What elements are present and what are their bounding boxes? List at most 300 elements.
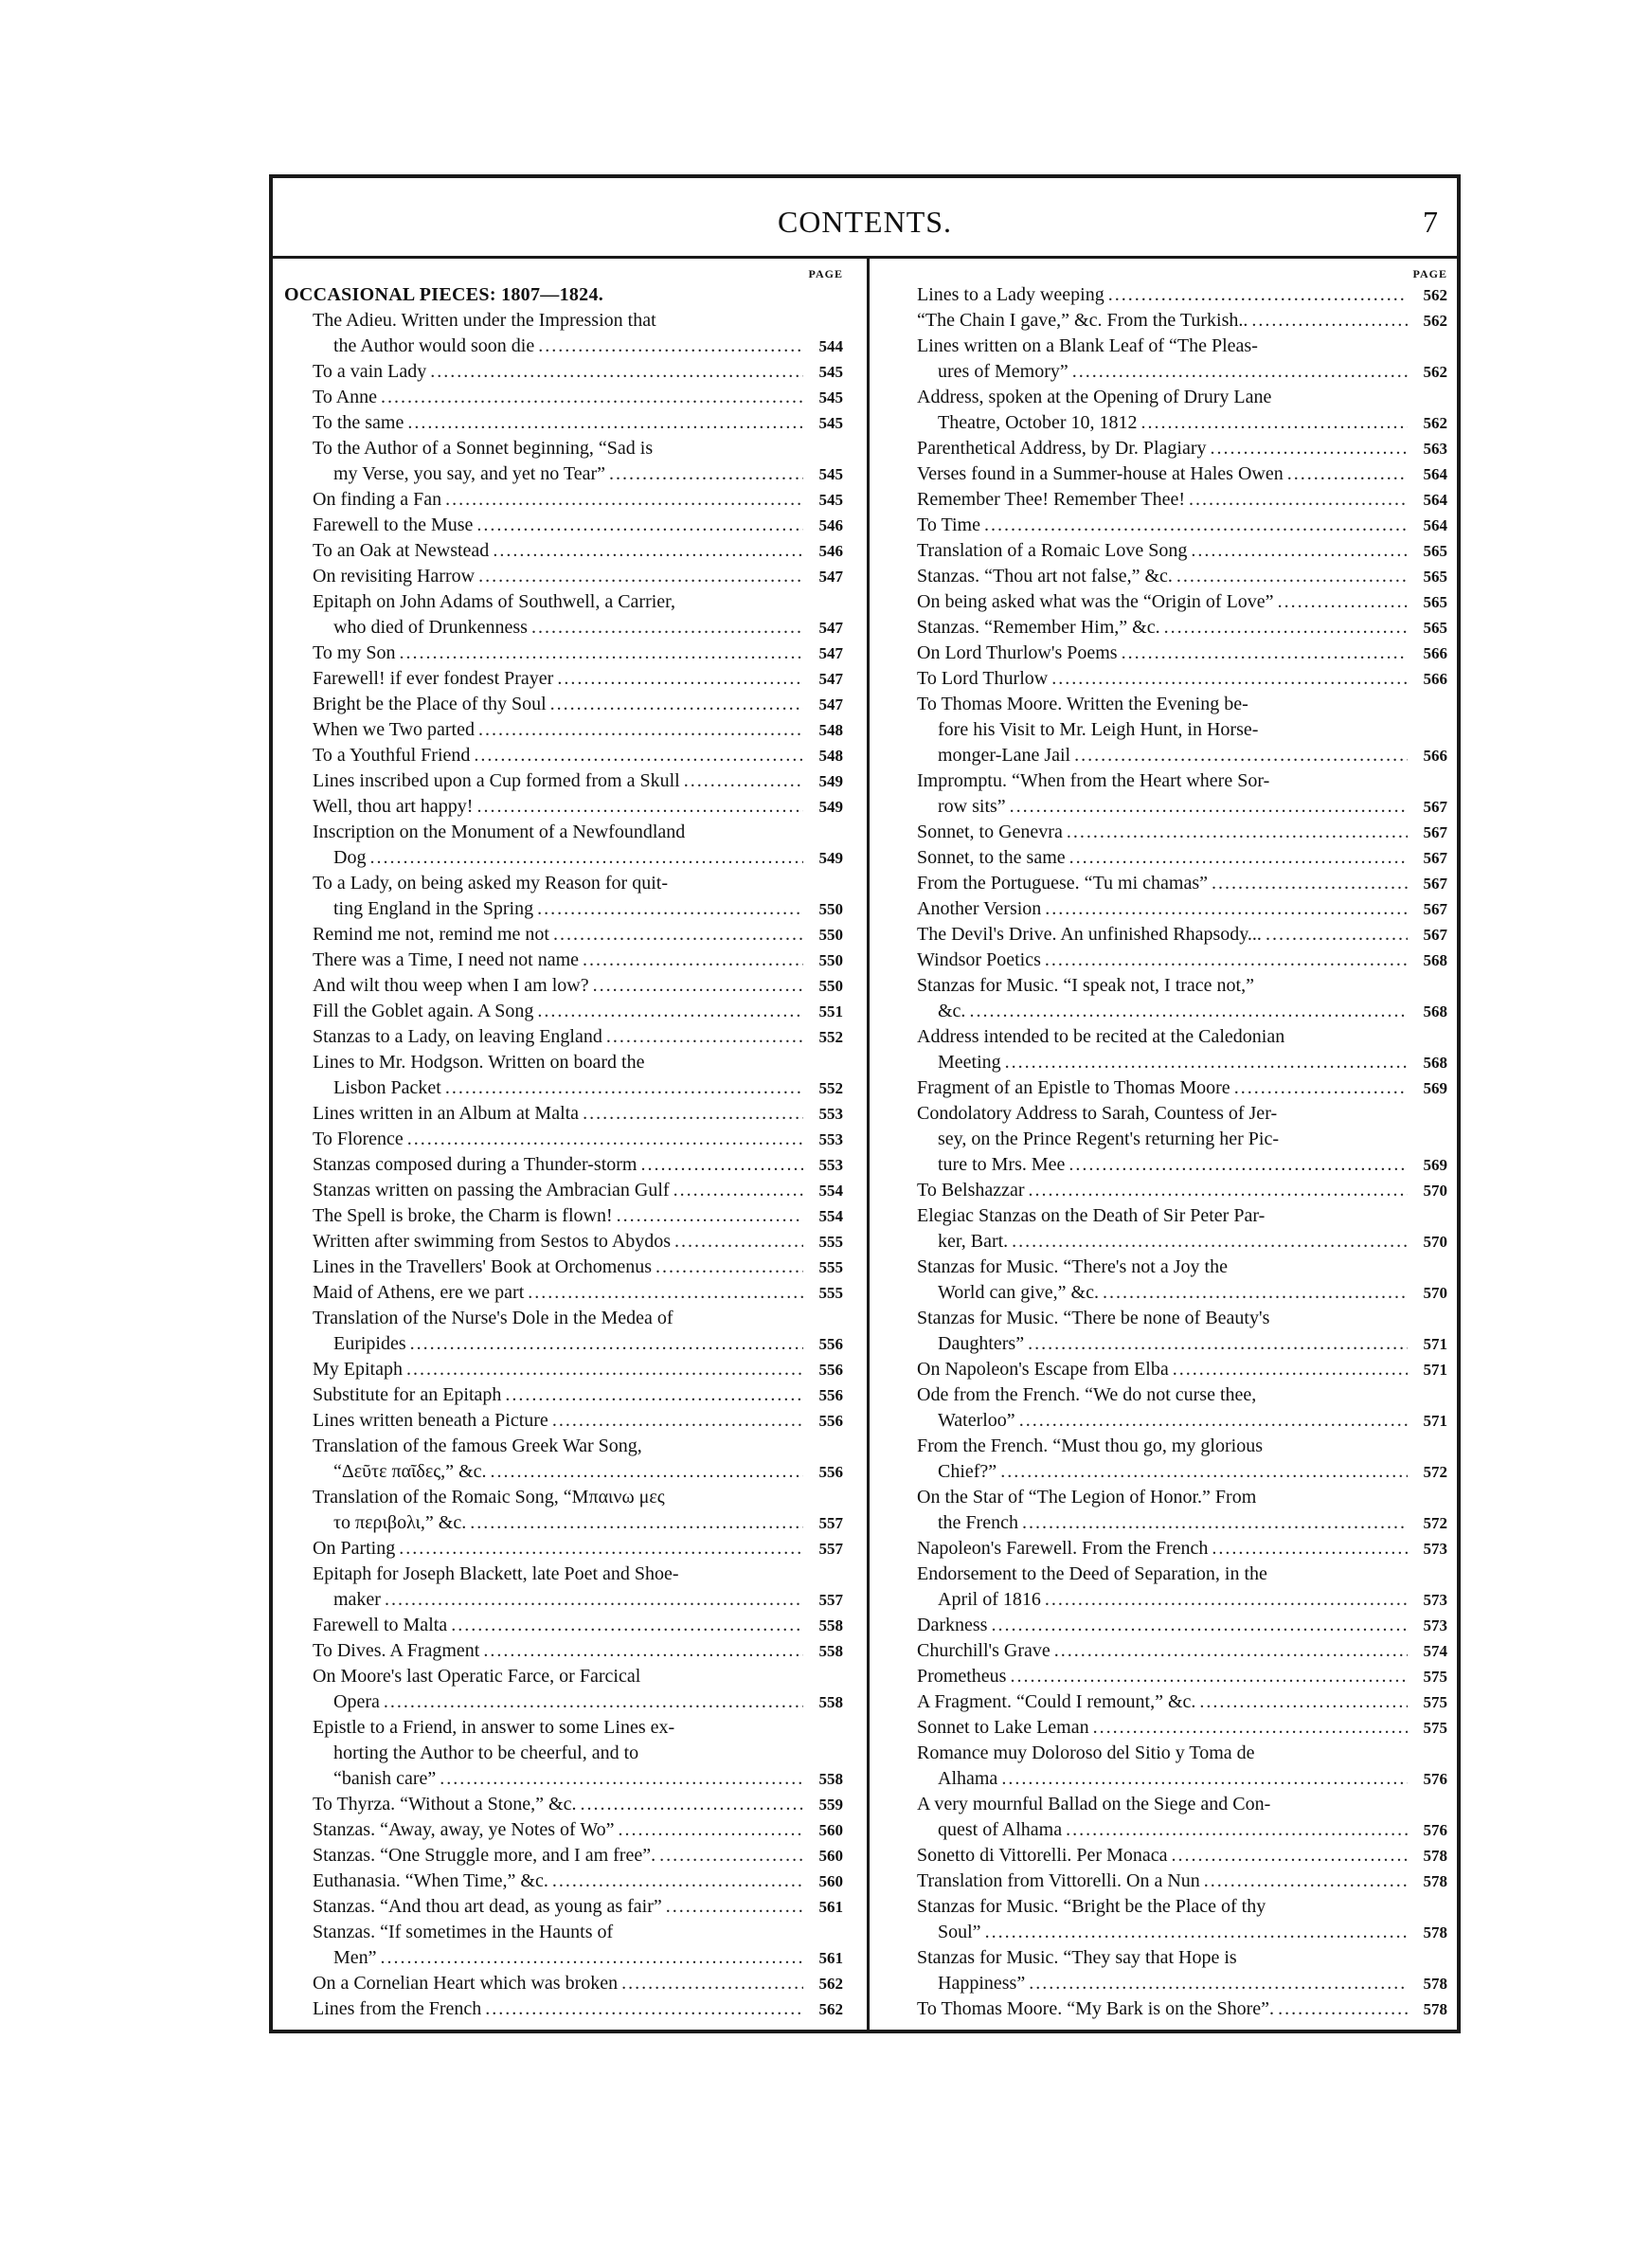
toc-entry-title: The Adieu. Written under the Impression that xyxy=(313,310,656,331)
toc-entry-line xyxy=(313,1920,843,1945)
toc-entry xyxy=(284,717,843,743)
toc-entry-title: To Belshazzar xyxy=(917,1180,1025,1201)
toc-entry-line xyxy=(313,1178,843,1203)
page-column-label: PAGE xyxy=(1412,267,1447,280)
toc-entry-line xyxy=(313,896,843,922)
toc-entry-line xyxy=(917,1127,1447,1152)
toc-entry-title: On being asked what was the “Origin of Love” xyxy=(917,591,1274,612)
toc-entry xyxy=(284,1434,843,1485)
toc-entry-page: 545 xyxy=(818,465,843,483)
toc-entry-line xyxy=(917,948,1447,973)
toc-entry-line xyxy=(917,410,1447,436)
leader-dots xyxy=(548,1869,803,1894)
toc-entry-line xyxy=(917,1152,1447,1178)
toc-entry xyxy=(284,1101,843,1127)
toc-entry-title: Stanzas for Music. “There be none of Beauty's xyxy=(917,1308,1270,1328)
toc-entry xyxy=(284,538,843,564)
toc-entry xyxy=(917,641,1447,666)
toc-entry-title: horting the Author to be cheerful, and to xyxy=(333,1742,639,1763)
toc-entry xyxy=(284,1715,843,1792)
leader-dots xyxy=(589,973,803,999)
toc-entry-title: Verses found in a Summer-house at Hales Owen xyxy=(917,463,1284,484)
toc-entry-line xyxy=(313,461,843,487)
toc-entry-line xyxy=(313,641,843,666)
toc-entry-line xyxy=(313,768,843,794)
toc-entry-title: Alhama xyxy=(938,1768,998,1789)
toc-entry-page: 547 xyxy=(818,619,843,637)
leader-dots xyxy=(475,717,803,743)
leader-dots xyxy=(553,666,803,692)
toc-entry-line xyxy=(917,1255,1447,1280)
toc-entry-page: 578 xyxy=(1423,1923,1447,1941)
toc-entry-title: To Thomas Moore. Written the Evening be- xyxy=(917,694,1248,714)
leader-dots xyxy=(396,641,804,666)
toc-entry-title: Fragment of an Epistle to Thomas Moore xyxy=(917,1077,1230,1098)
toc-entry-page: 565 xyxy=(1423,619,1447,637)
toc-entry-title: To a Lady, on being asked my Reason for quit- xyxy=(313,873,668,894)
toc-entry xyxy=(284,820,843,871)
right-column xyxy=(917,256,1447,2022)
leader-dots xyxy=(381,1587,803,1613)
toc-entry-line xyxy=(313,1945,843,1971)
toc-entry-line xyxy=(313,1075,843,1101)
toc-entry-page: 578 xyxy=(1423,1872,1447,1890)
toc-entry-page: 545 xyxy=(818,491,843,509)
toc-entry xyxy=(284,1894,843,1920)
toc-entry-title: Theatre, October 10, 1812 xyxy=(938,412,1138,433)
toc-entry-line xyxy=(917,641,1447,666)
leader-dots xyxy=(980,513,1408,538)
leader-dots xyxy=(501,1382,803,1408)
leader-dots xyxy=(475,564,803,589)
toc-entry xyxy=(917,1357,1447,1382)
toc-entry-page: 558 xyxy=(818,1616,843,1634)
leader-dots xyxy=(426,359,803,385)
toc-entry-line xyxy=(917,768,1447,794)
page-header xyxy=(273,178,1457,259)
toc-entry-page: 571 xyxy=(1423,1361,1447,1379)
toc-entry xyxy=(917,1792,1447,1843)
toc-entry-line xyxy=(313,1536,843,1562)
toc-entry xyxy=(284,871,843,922)
leader-dots xyxy=(602,1024,803,1050)
leader-dots xyxy=(395,1536,803,1562)
leader-dots xyxy=(965,999,1408,1024)
leader-dots xyxy=(447,1613,803,1638)
toc-entry-line xyxy=(917,794,1447,820)
leader-dots xyxy=(479,1638,803,1664)
toc-entry-line xyxy=(917,308,1447,334)
toc-entry-title: Windsor Poetics xyxy=(917,949,1041,970)
toc-entry-line xyxy=(313,1306,843,1331)
toc-entry-title: On Lord Thurlow's Poems xyxy=(917,642,1118,663)
toc-entry-title: sey, on the Prince Regent's returning her Pic- xyxy=(938,1128,1279,1149)
left-column xyxy=(284,256,843,2022)
leader-dots xyxy=(655,1843,803,1869)
toc-entry-line xyxy=(917,487,1447,513)
leader-dots xyxy=(404,1127,803,1152)
toc-entry xyxy=(284,410,843,436)
toc-entry-title: Chief?” xyxy=(938,1461,997,1482)
toc-entry-title: Soul” xyxy=(938,1922,981,1942)
page-number: 7 xyxy=(1423,205,1438,239)
toc-entry xyxy=(917,589,1447,615)
toc-entry-title: Translation of the Nurse's Dole in the Medea of xyxy=(313,1308,673,1328)
toc-entry-page: 578 xyxy=(1423,1975,1447,1993)
toc-entry-line xyxy=(313,385,843,410)
toc-entry-page: 566 xyxy=(1423,670,1447,688)
leader-dots xyxy=(1118,641,1408,666)
toc-entry-title: Stanzas. “One Struggle more, and I am free”. xyxy=(313,1845,656,1866)
leader-dots xyxy=(1008,1229,1408,1255)
toc-entry xyxy=(284,1280,843,1306)
toc-entry-page: 569 xyxy=(1423,1079,1447,1097)
toc-entry-title: On finding a Fan xyxy=(313,489,442,510)
toc-entry-page: 571 xyxy=(1423,1412,1447,1430)
toc-entry-line xyxy=(917,871,1447,896)
toc-entry-line xyxy=(917,999,1447,1024)
toc-entry-title: Translation of a Romaic Love Song xyxy=(917,540,1188,561)
toc-entry-line xyxy=(917,1689,1447,1715)
toc-entry-line xyxy=(313,1996,843,2022)
leader-dots xyxy=(579,948,803,973)
toc-entry-page: 562 xyxy=(818,1975,843,1993)
page-title: CONTENTS. xyxy=(777,205,953,239)
toc-entry-line xyxy=(917,1101,1447,1127)
toc-entry-page: 565 xyxy=(1423,593,1447,611)
toc-entry-title: Sonetto di Vittorelli. Per Monaca xyxy=(917,1845,1168,1866)
toc-entry xyxy=(284,385,843,410)
toc-entry-title: Stanzas. “If sometimes in the Haunts of xyxy=(313,1922,614,1942)
toc-entry-title: Lines to a Lady weeping xyxy=(917,284,1104,305)
leader-dots xyxy=(549,922,803,948)
leader-dots xyxy=(1160,615,1408,641)
toc-entry-line xyxy=(917,334,1447,359)
toc-entry-line xyxy=(313,948,843,973)
toc-entry-title: &c. xyxy=(938,1001,966,1021)
toc-entry-page: 560 xyxy=(818,1872,843,1890)
leader-dots xyxy=(1001,1050,1408,1075)
toc-entry-title: Another Version xyxy=(917,898,1042,919)
toc-entry xyxy=(284,564,843,589)
toc-entry-title: To the Author of a Sonnet beginning, “Sad is xyxy=(313,438,654,459)
toc-entry-title: To Time xyxy=(917,515,980,535)
toc-entry-title: ker, Bart. xyxy=(938,1231,1009,1252)
toc-entry-line xyxy=(917,1766,1447,1792)
toc-entry-title: “The Chain I gave,” &c. From the Turkish.. xyxy=(917,310,1248,331)
toc-entry-line xyxy=(917,1075,1447,1101)
toc-entry-page: 562 xyxy=(1423,363,1447,381)
toc-entry xyxy=(284,1536,843,1562)
toc-entry xyxy=(917,896,1447,922)
toc-entry-line xyxy=(313,1689,843,1715)
toc-entry xyxy=(284,948,843,973)
toc-entry-page: 562 xyxy=(1423,286,1447,304)
toc-entry-line xyxy=(313,1664,843,1689)
toc-entry-title: Ode from the French. “We do not curse thee, xyxy=(917,1384,1257,1405)
toc-entry-title: Lines in the Travellers' Book at Orchomenus xyxy=(313,1256,652,1277)
leader-dots xyxy=(1185,487,1408,513)
column-divider xyxy=(867,256,870,2030)
toc-entry-title: Lines written on a Blank Leaf of “The Pleas- xyxy=(917,335,1258,356)
toc-entry xyxy=(284,1152,843,1178)
toc-entry xyxy=(917,973,1447,1024)
leader-dots xyxy=(1248,308,1408,334)
toc-entry xyxy=(917,1382,1447,1434)
leader-dots xyxy=(605,461,803,487)
toc-entry-title: Epitaph for Joseph Blackett, late Poet and Shoe- xyxy=(313,1563,679,1584)
toc-entry-line xyxy=(313,1101,843,1127)
toc-entry-title: row sits” xyxy=(938,796,1006,817)
toc-entry-title: the Author would soon die xyxy=(333,335,535,356)
toc-entry-title: Stanzas composed during a Thunder-storm xyxy=(313,1154,637,1175)
toc-entry-page: 555 xyxy=(818,1233,843,1251)
toc-entry-title: monger-Lane Jail xyxy=(938,745,1071,766)
toc-entry-title: Sonnet, to Genevra xyxy=(917,822,1063,842)
toc-entry-page: 571 xyxy=(1423,1335,1447,1353)
toc-entry xyxy=(917,436,1447,461)
leader-dots xyxy=(1099,1280,1408,1306)
toc-entry-title: A Fragment. “Could I remount,” &c. xyxy=(917,1691,1196,1712)
toc-entry-title: Stanzas for Music. “I speak not, I trace not,” xyxy=(917,975,1254,996)
toc-entry-title: To Thomas Moore. “My Bark is on the Shore”. xyxy=(917,1998,1275,2019)
toc-entry xyxy=(917,1894,1447,1945)
toc-entry-title: Churchill's Grave xyxy=(917,1640,1050,1661)
toc-entry-page: 558 xyxy=(818,1642,843,1660)
toc-entry-line xyxy=(313,1510,843,1536)
toc-entry-line xyxy=(917,1613,1447,1638)
leader-dots xyxy=(1173,564,1408,589)
leader-dots xyxy=(1274,589,1408,615)
toc-entry-line xyxy=(917,1843,1447,1869)
toc-entry-title: Lines to Mr. Hodgson. Written on board the xyxy=(313,1052,645,1073)
toc-entry-title: To a vain Lady xyxy=(313,361,427,382)
toc-entry-title: Stanzas. “Remember Him,” &c. xyxy=(917,617,1160,638)
toc-entry-title: To Thyrza. “Without a Stone,” &c. xyxy=(313,1794,577,1815)
toc-entry-line xyxy=(917,282,1447,308)
toc-entry-title: Lines written in an Album at Malta xyxy=(313,1103,580,1124)
toc-entry xyxy=(284,589,843,641)
toc-entry xyxy=(917,1101,1447,1178)
toc-entry xyxy=(284,973,843,999)
leader-dots xyxy=(1018,1510,1408,1536)
toc-entry-line xyxy=(917,564,1447,589)
toc-entry-page: 568 xyxy=(1423,951,1447,969)
toc-entry xyxy=(917,334,1447,385)
leader-dots xyxy=(576,1792,803,1817)
leader-dots xyxy=(615,1817,804,1843)
toc-entry-line xyxy=(917,538,1447,564)
toc-entry-title: To Anne xyxy=(313,387,378,407)
toc-entry-line xyxy=(917,845,1447,871)
toc-entry xyxy=(284,743,843,768)
toc-entry-page: 558 xyxy=(818,1770,843,1788)
toc-entry-title: Well, thou art happy! xyxy=(313,796,474,817)
toc-entry-page: 564 xyxy=(1423,465,1447,483)
toc-entry xyxy=(917,1536,1447,1562)
toc-entry-page: 578 xyxy=(1423,2000,1447,2018)
leader-dots xyxy=(1050,1638,1408,1664)
toc-entry-title: Condolatory Address to Sarah, Countess of Jer- xyxy=(917,1103,1278,1124)
toc-entry-title: Elegiac Stanzas on the Death of Sir Peter Par- xyxy=(917,1205,1266,1226)
toc-entry xyxy=(917,308,1447,334)
toc-entry-line xyxy=(313,871,843,896)
leader-dots xyxy=(1207,436,1409,461)
toc-entry-title: Remember Thee! Remember Thee! xyxy=(917,489,1186,510)
toc-entry-line xyxy=(917,1741,1447,1766)
toc-entry xyxy=(284,1664,843,1715)
toc-entry-title: When we Two parted xyxy=(313,719,475,740)
leader-dots xyxy=(652,1255,803,1280)
toc-entry-title: From the French. “Must thou go, my glorious xyxy=(917,1435,1263,1456)
toc-entry-page: 564 xyxy=(1423,491,1447,509)
toc-entry-line xyxy=(917,1920,1447,1945)
leader-dots xyxy=(403,1357,803,1382)
toc-entry xyxy=(284,1255,843,1280)
leader-dots xyxy=(1068,359,1408,385)
toc-entry-line xyxy=(917,1510,1447,1536)
toc-entry-title: Epitaph on John Adams of Southwell, a Carrier, xyxy=(313,591,676,612)
toc-entry-title: And wilt thou weep when I am low? xyxy=(313,975,589,996)
toc-entry xyxy=(284,692,843,717)
toc-entry-page: 567 xyxy=(1423,798,1447,816)
toc-entry-page: 560 xyxy=(818,1821,843,1839)
toc-entry xyxy=(284,1127,843,1152)
toc-entry-page: 567 xyxy=(1423,900,1447,918)
toc-entry-page: 553 xyxy=(818,1130,843,1148)
toc-entry-title: To Florence xyxy=(313,1128,404,1149)
toc-entry xyxy=(284,1229,843,1255)
toc-entry-line xyxy=(917,1894,1447,1920)
leader-dots xyxy=(1006,794,1408,820)
leader-dots xyxy=(997,1459,1408,1485)
toc-entry-line xyxy=(313,1715,843,1741)
leader-dots xyxy=(1195,1689,1408,1715)
leader-dots xyxy=(1169,1357,1408,1382)
toc-entry-line xyxy=(917,1229,1447,1255)
toc-entry-page: 547 xyxy=(818,568,843,586)
toc-entry-line xyxy=(313,973,843,999)
toc-entry-title: Stanzas written on passing the Ambracian Gulf xyxy=(313,1180,670,1201)
toc-entry-line xyxy=(917,615,1447,641)
toc-entry-title: On the Star of “The Legion of Honor.” From xyxy=(917,1487,1257,1508)
toc-entry-page: 556 xyxy=(818,1335,843,1353)
toc-entry-title: Parenthetical Address, by Dr. Plagiary xyxy=(917,438,1207,459)
toc-entry-title: Farewell to Malta xyxy=(313,1615,448,1635)
toc-entry-title: Euripides xyxy=(333,1333,406,1354)
toc-entry-line xyxy=(917,1485,1447,1510)
toc-entry-line xyxy=(917,1817,1447,1843)
toc-entry-title: Men” xyxy=(333,1947,377,1968)
toc-entry xyxy=(284,1024,843,1050)
toc-entry-page: 554 xyxy=(818,1182,843,1200)
toc-entry-line xyxy=(313,1485,843,1510)
toc-entry-page: 575 xyxy=(1423,1668,1447,1686)
toc-entry-page: 553 xyxy=(818,1105,843,1123)
toc-entry-line xyxy=(313,1971,843,1996)
toc-entry-page: 575 xyxy=(1423,1719,1447,1737)
toc-entry-line xyxy=(313,334,843,359)
toc-entry-title: “banish care” xyxy=(333,1768,437,1789)
toc-entry xyxy=(917,768,1447,820)
toc-entry-line xyxy=(313,1459,843,1485)
toc-entry-title: Substitute for an Epitaph xyxy=(313,1384,502,1405)
toc-entry xyxy=(284,1996,843,2022)
leader-dots xyxy=(528,615,803,641)
toc-entry-line xyxy=(313,1792,843,1817)
toc-entry-page: 545 xyxy=(818,363,843,381)
toc-entry-line xyxy=(313,1741,843,1766)
toc-entry-line xyxy=(917,1434,1447,1459)
toc-entry-title: το περιβολι,” &c. xyxy=(333,1512,467,1533)
leader-dots xyxy=(1208,1536,1408,1562)
toc-entry-line xyxy=(313,589,843,615)
toc-entry-page: 550 xyxy=(818,900,843,918)
toc-entry-title: My Epitaph xyxy=(313,1359,403,1380)
toc-entry-title: Translation from Vittorelli. On a Nun xyxy=(917,1870,1200,1891)
leader-dots xyxy=(489,538,803,564)
toc-entry xyxy=(284,1382,843,1408)
toc-entry-title: Darkness xyxy=(917,1615,988,1635)
toc-entry xyxy=(284,922,843,948)
toc-entry-page: 565 xyxy=(1423,568,1447,586)
toc-entry-title: Translation of the Romaic Song, “Μπαινω μες xyxy=(313,1487,665,1508)
toc-entry xyxy=(917,1024,1447,1075)
toc-entry-title: Stanzas. “Thou art not false,” &c. xyxy=(917,566,1173,587)
toc-entry-line xyxy=(917,436,1447,461)
toc-entry-line xyxy=(313,1127,843,1152)
toc-entry-line xyxy=(313,845,843,871)
toc-entry-title: ture to Mrs. Mee xyxy=(938,1154,1066,1175)
leader-dots xyxy=(1041,948,1408,973)
toc-entry xyxy=(917,1203,1447,1255)
leader-dots xyxy=(1066,845,1408,871)
toc-entry-page: 556 xyxy=(818,1361,843,1379)
toc-entry-title: Sonnet, to the same xyxy=(917,847,1066,868)
toc-entry-title: A very mournful Ballad on the Siege and Con- xyxy=(917,1794,1271,1815)
toc-entry xyxy=(917,1255,1447,1306)
toc-entry-page: 567 xyxy=(1423,926,1447,944)
toc-entry-title: Prometheus xyxy=(917,1666,1007,1687)
toc-entry-title: Stanzas for Music. “There's not a Joy the xyxy=(917,1256,1228,1277)
leader-dots xyxy=(436,1766,803,1792)
toc-entry-line xyxy=(917,973,1447,999)
toc-entry-title: Address, spoken at the Opening of Drury Lane xyxy=(917,387,1272,407)
toc-entry-line xyxy=(313,1817,843,1843)
toc-entry-page: 566 xyxy=(1423,747,1447,765)
toc-entry xyxy=(917,1945,1447,1996)
toc-entry xyxy=(284,1869,843,1894)
leader-dots xyxy=(404,410,803,436)
toc-entry-page: 554 xyxy=(818,1207,843,1225)
toc-entry-title: To a Youthful Friend xyxy=(313,745,471,766)
toc-entry-title: World can give,” &c. xyxy=(938,1282,1099,1303)
toc-entry-line xyxy=(917,1280,1447,1306)
toc-entry xyxy=(917,1638,1447,1664)
toc-entry-line xyxy=(917,513,1447,538)
toc-entry-title: Inscription on the Monument of a Newfoundland xyxy=(313,822,686,842)
toc-entry xyxy=(917,1434,1447,1485)
toc-entry-title: There was a Time, I need not name xyxy=(313,949,580,970)
leader-dots xyxy=(1063,820,1408,845)
leader-dots xyxy=(670,1178,803,1203)
toc-entry-line xyxy=(313,359,843,385)
toc-entry-line xyxy=(313,1562,843,1587)
leader-dots xyxy=(1208,871,1408,896)
toc-entry-title: fore his Visit to Mr. Leigh Hunt, in Horse- xyxy=(938,719,1259,740)
toc-entry-line xyxy=(917,692,1447,717)
toc-entry xyxy=(284,1817,843,1843)
